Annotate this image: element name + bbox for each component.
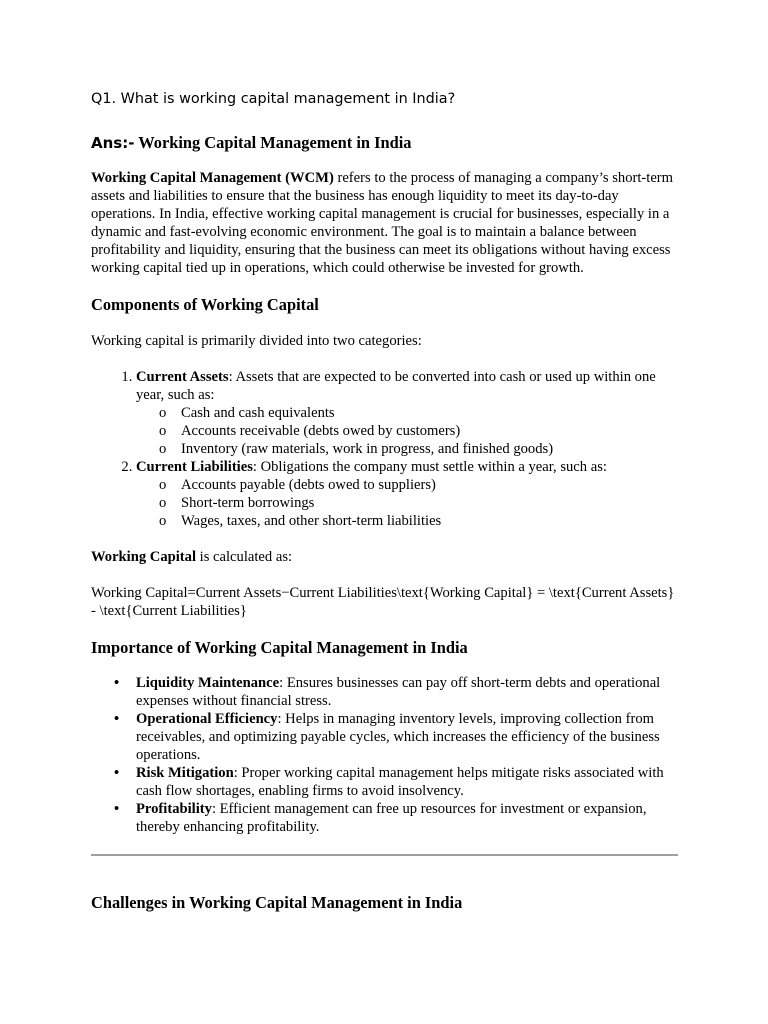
list-item-desc: : Proper working capital management helps mitigate risks associated with cash flow shortages, enabling firms to avoid insolvency. [136,765,664,799]
sub-list [136,404,681,458]
sub-list-item: o Cash and cash equivalents [181,404,681,422]
list-item [136,764,681,800]
answer-heading [91,132,681,154]
intro-paragraph [91,169,681,277]
sub-list-item: o Accounts receivable (debts owed by customers) [181,422,681,440]
answer-label: Ans:- [91,134,135,152]
list-item-term: Operational Efficiency [136,711,278,727]
formula-text: Working Capital=Current Assets−Current Liabilities\text{Working Capital} = \text{Current Assets} - \text{Current Liabilities} [91,585,675,619]
list-item [136,368,681,458]
components-heading: Components of Working Capital [91,295,319,314]
list-item-term: Profitability [136,801,212,817]
list-item [136,710,681,764]
sub-list-item: o Inventory (raw materials, work in progress, and finished goods) [181,440,681,458]
sub-list-item: o Accounts payable (debts owed to suppliers) [181,476,681,494]
list-item-term: Current Assets [136,369,229,385]
list-item [136,674,681,710]
calculation-term: Working Capital [91,549,197,565]
sub-list-item: o Short-term borrowings [181,494,681,512]
question-text: Q1. What is working capital management in India? [91,91,456,107]
list-item-desc: : Obligations the company must settle within a year, such as: [252,459,607,475]
answer-title: Working Capital Management in India [138,133,412,152]
sub-list [136,476,681,530]
list-item [136,458,681,530]
sub-list-item: o Wages, taxes, and other short-term liabilities [181,512,681,530]
intro-term: Working Capital Management (WCM) [91,170,334,186]
importance-heading: Importance of Working Capital Management in India [91,638,468,657]
list-item-desc: : Efficient management can free up resources for investment or expansion, thereby enhancing profitability. [136,801,647,835]
list-item-term: Liquidity Maintenance [136,675,280,691]
calculation-text: is calculated as: [196,549,293,565]
list-item-desc: : Helps in managing inventory levels, improving collection from receivables, and optimizing payable cycles, which increases the efficiency of the business operations. [136,711,660,763]
list-item-desc: : Assets that are expected to be converted into cash or used up within one year, such as: [136,369,656,403]
components-list [91,368,681,530]
challenges-heading: Challenges in Working Capital Management in India [91,893,463,912]
list-item [136,800,681,836]
horizontal-divider [91,854,678,856]
list-item-desc: : Ensures businesses can pay off short-term debts and operational expenses without financial stress. [136,675,661,709]
intro-text: refers to the process of managing a company’s short-term assets and liabilities to ensure that the business has enough liquidity to meet its day-to-day operations. In India, effective working capital management is crucial for businesses, especially in a dynamic and fast-evolving economic environment. The goal is to maintain a balance between profitability and liquidity, ensuring that the business can meet its obligations without having excess working capital tied up in operations, which could otherwise be invested for growth. [91,170,674,276]
list-item-term: Risk Mitigation [136,765,234,781]
components-intro: Working capital is primarily divided into two categories: [91,333,422,349]
list-item-term: Current Liabilities [136,459,253,475]
document-body [91,90,681,836]
importance-list [91,674,681,836]
calculation-line [91,548,681,566]
